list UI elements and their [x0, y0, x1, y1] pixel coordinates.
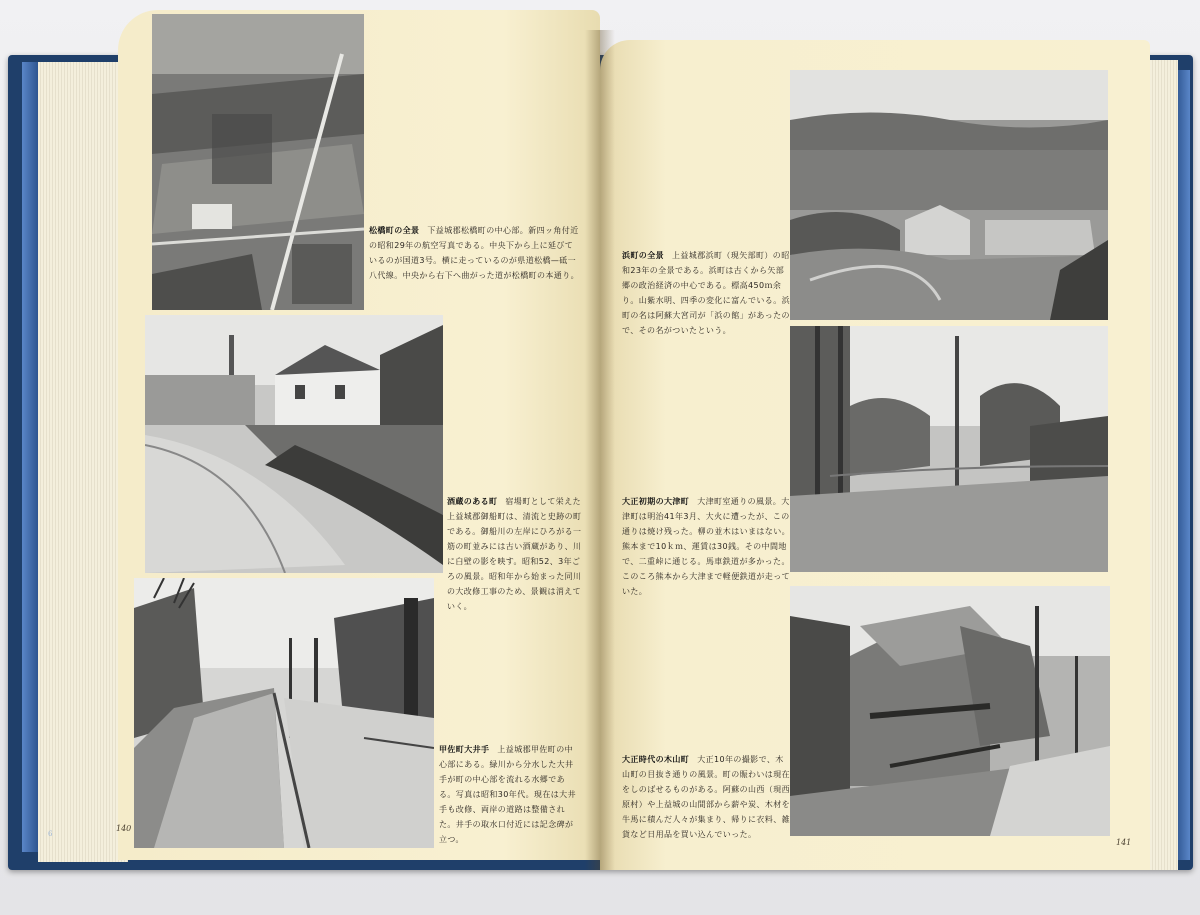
spine-mark: 6 — [48, 830, 53, 838]
caption-text: 下益城郡松橋町の中心部。新四ッ角付近の昭和29年の航空写真である。中央下から上に延びているのが国道3号。横に走っているのが県道松橋—砥一八代線。中央から右下へ曲がった道が松橋町の本通り。 — [369, 226, 579, 280]
right-page-number: 141 — [1116, 838, 1132, 847]
caption-hamamachi — [622, 248, 790, 338]
caption-title: 酒蔵のある町 — [447, 497, 498, 506]
caption-matsubase — [369, 223, 579, 283]
caption-text: 大正10年の撮影で、木山町の目抜き通りの風景。町の賑わいは現在をしのばせるものがある。阿蘇の山西（現西原村）や上益城の山間部から薪や炭、木材を牛馬に積んだ人々が集まり、帰りに衣料、雑貨など日用品を買い込んでいった。 — [622, 755, 790, 839]
photo-ozu — [790, 326, 1108, 572]
photo-sake-brewery — [145, 315, 443, 573]
left-page-number: 140 — [116, 824, 132, 833]
caption-kosa — [439, 742, 581, 847]
page-stack-left — [38, 62, 128, 862]
caption-ozu — [622, 494, 790, 599]
caption-kiyama — [622, 752, 790, 842]
caption-title: 大正初期の大津町 — [622, 497, 690, 506]
cover-edge-left — [22, 62, 38, 852]
photo-hamamachi — [790, 70, 1108, 320]
caption-text: 大津町室通りの風景。大津町は明治41年3月、大火に遭ったが、この通りは焼け残った。柳の並木はいまはない。熊本まで10ｋｍ、運賃は30銭。その中間地で、二重峠に通じる。馬車鉄道が多かった。このころ熊本から大津まで軽便鉄道が走っていた。 — [622, 497, 790, 596]
caption-title: 松橋町の全景 — [369, 226, 420, 235]
cover-edge-right — [1176, 70, 1190, 860]
photo-aerial-matsubase — [152, 14, 364, 310]
caption-text: 上益城郡甲佐町の中心部にある。緑川から分水した大井手が町の中心部を流れる水郷である。写真は昭和30年代。現在は大井手も改修、両岸の道路は整備された。井手の取水口付近には記念碑が立つ。 — [439, 745, 576, 844]
caption-title: 甲佐町大井手 — [439, 745, 490, 754]
book-gutter — [585, 30, 615, 870]
caption-title: 大正時代の木山町 — [622, 755, 690, 764]
photo-kosa-canal — [134, 578, 434, 848]
caption-title: 浜町の全景 — [622, 251, 664, 260]
photo-kiyama — [790, 586, 1110, 836]
caption-sake-brewery — [447, 494, 583, 614]
caption-text: 上益城郡浜町（現矢部町）の昭和23年の全景である。浜町は古くから矢部郷の政治経済の中心である。標高450ｍ余り。山紫水明、四季の変化に富んでいる。浜町の名は阿蘇大宮司が「浜の館」があったので、その名がついたという。 — [622, 251, 790, 335]
caption-text: 宿場町として栄えた上益城郡御船町は、清流と史跡の町である。御船川の左岸にひろがる一筋の町並みには古い酒蔵があり、川に白壁の影を映す。昭和52、3年ごろの風景。昭和年から始まった同川の大改修工事のため、景観は消えていく。 — [447, 497, 582, 611]
